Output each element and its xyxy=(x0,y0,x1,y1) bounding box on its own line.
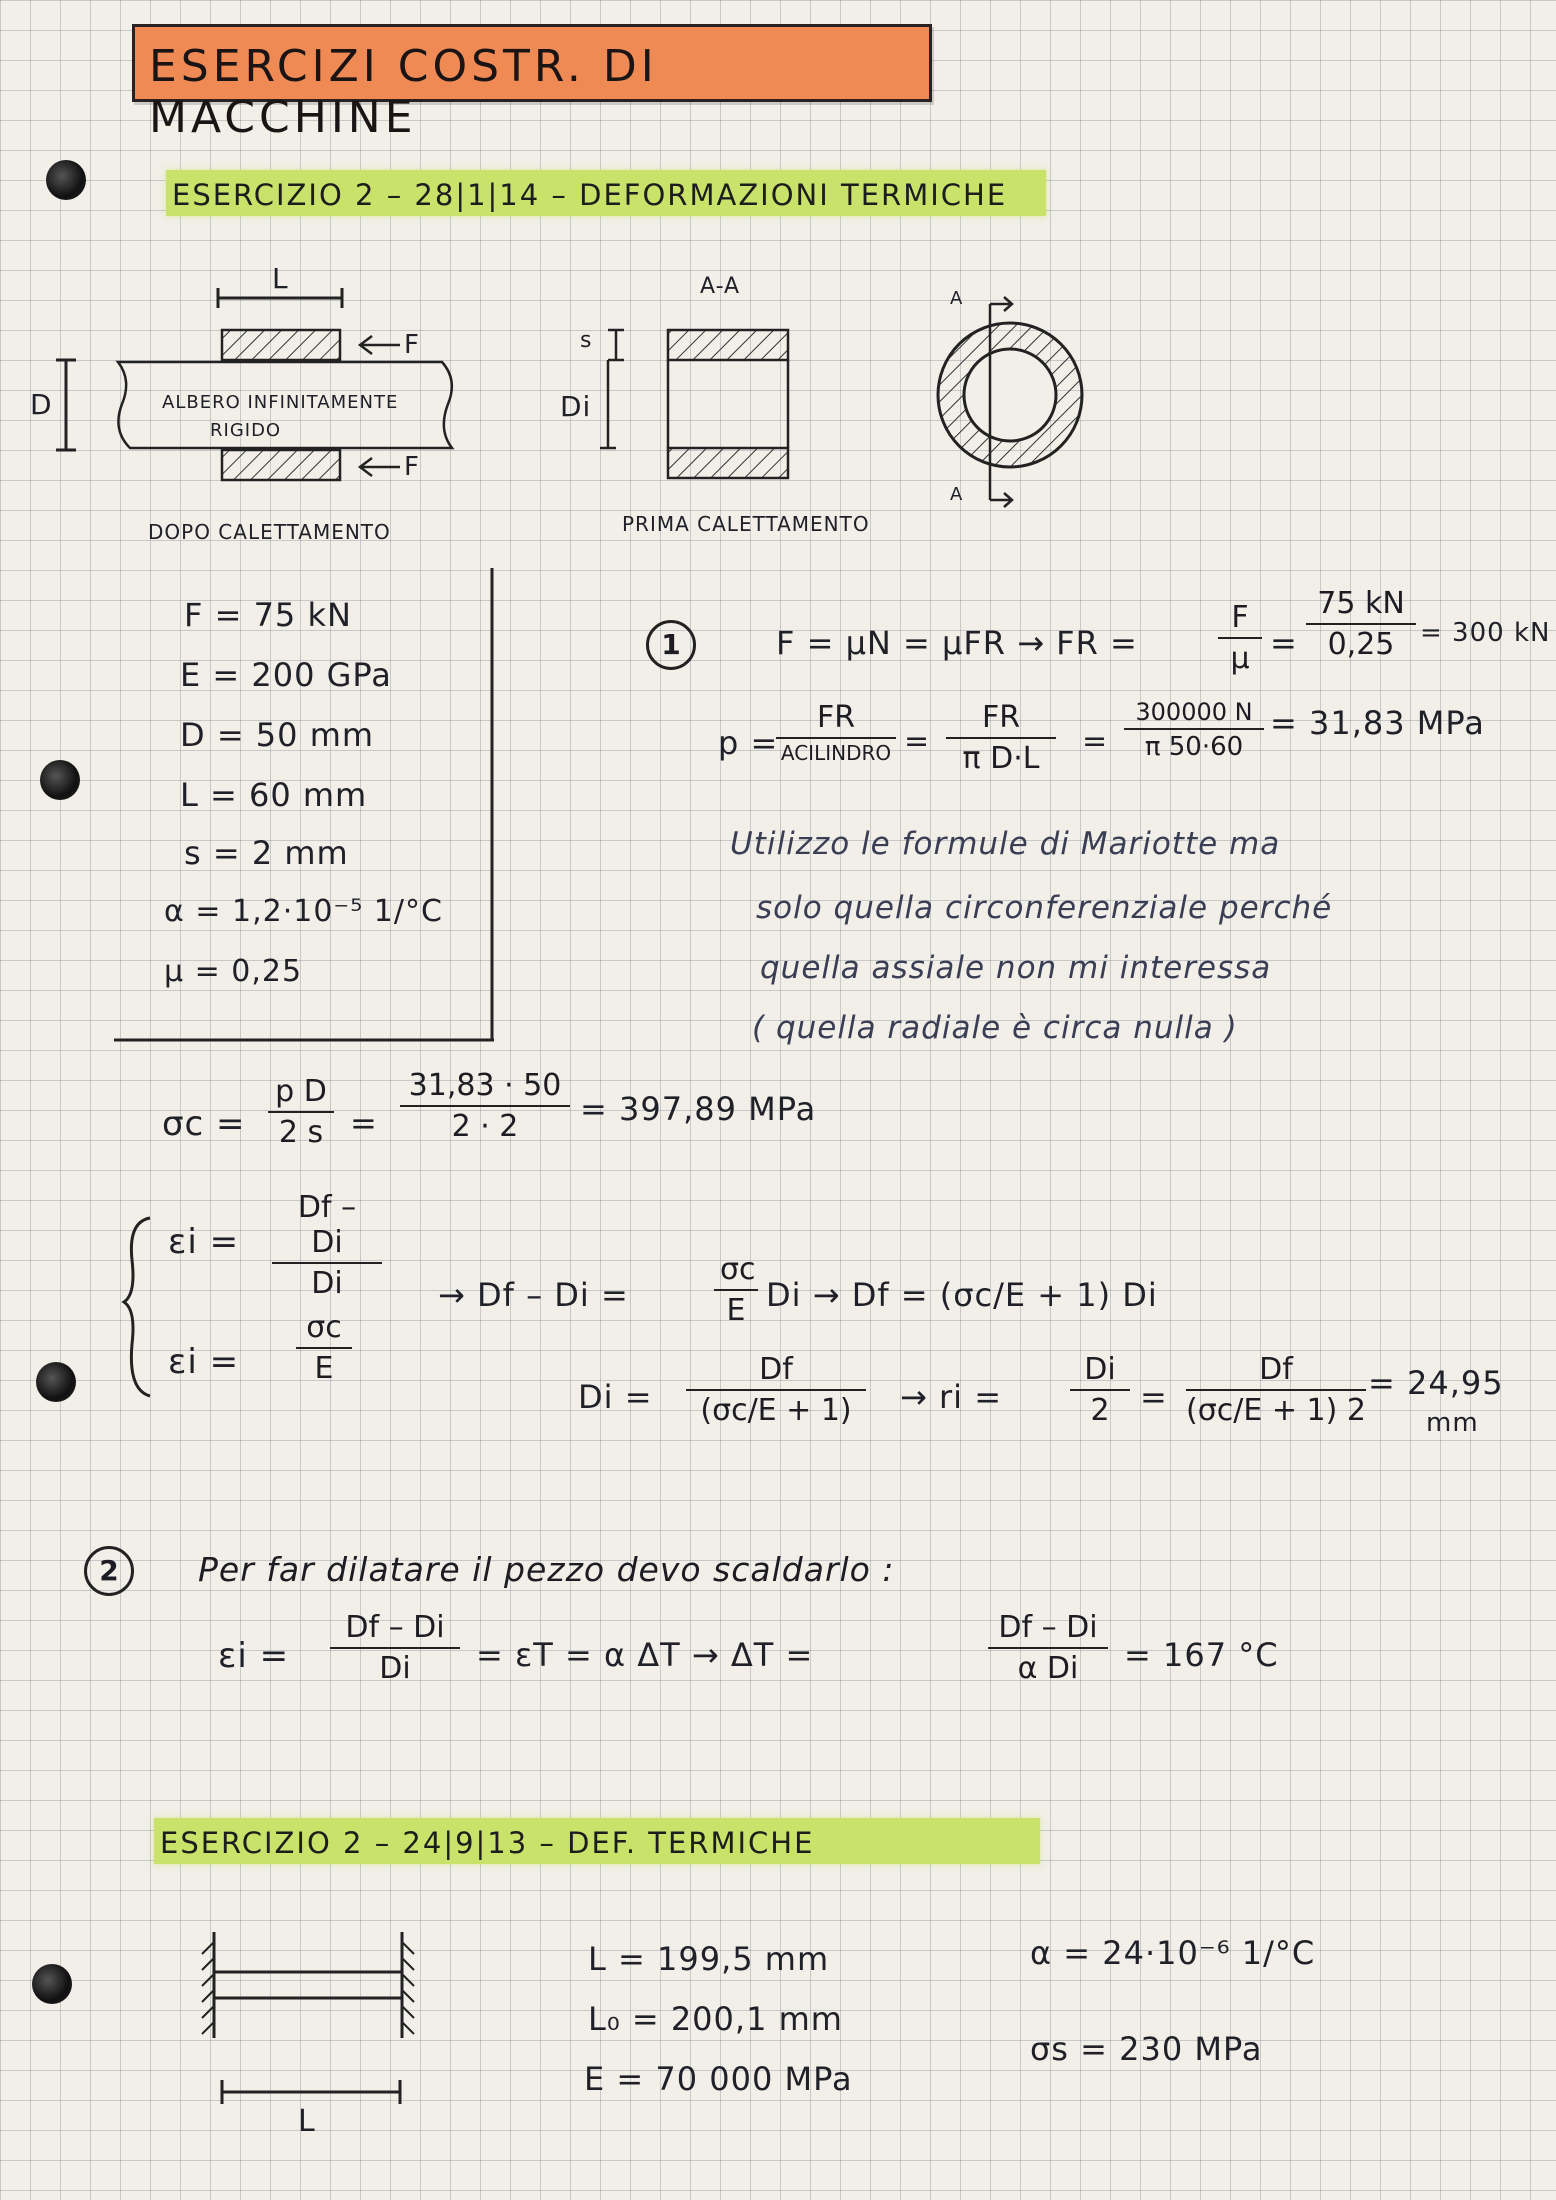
force-bottom-label: F xyxy=(404,452,420,482)
p-eq-2: = xyxy=(1082,724,1109,759)
p-lhs: p = xyxy=(718,724,779,762)
sigma-c-lhs: σc = xyxy=(162,1104,246,1144)
note-line-2: solo quella circonferenziale perché xyxy=(756,890,1333,926)
sigma-c-eq: = xyxy=(350,1104,378,1142)
ex2-dim-L: L xyxy=(298,2104,316,2139)
step2-result: = 167 °C xyxy=(1124,1636,1279,1674)
p-frac-2: $\frac{FR}{\text{π D·L}}$ xyxy=(946,700,1056,776)
caption-before-fitting: PRIMA CALETTAMENTO xyxy=(622,512,870,536)
page-title: ESERCIZI COSTR. DI MACCHINE xyxy=(149,41,658,143)
ri-lhs: → ri = xyxy=(900,1378,1003,1416)
sigma-c-result: = 397,89 MPa xyxy=(580,1090,817,1128)
ex2-data-left: L = 199,5 mm xyxy=(588,1940,830,1978)
step1-eq-sign: = xyxy=(1270,624,1298,662)
note-line-3: quella assiale non mi interessa xyxy=(760,950,1272,986)
data-item: L = 60 mm xyxy=(180,776,368,814)
step2-eq-lhs: εi = xyxy=(218,1636,290,1676)
binder-hole xyxy=(36,1362,76,1402)
step1-frac-a: $\frac{F}{\mu}$ xyxy=(1218,600,1262,676)
sigma-c-frac-1: $\frac{\text{p D}}{2 s}$ xyxy=(268,1074,334,1150)
chain-1: → Df – Di = xyxy=(438,1276,629,1314)
exercise-2-header xyxy=(154,1818,1040,1864)
step-2-marker: 2 xyxy=(84,1546,134,1596)
di-lhs: Di = xyxy=(578,1378,653,1416)
ex2-data-right: σs = 230 MPa xyxy=(1030,2030,1263,2068)
ri-unit: mm xyxy=(1426,1408,1479,1438)
dim-D-label: D xyxy=(30,388,53,421)
caption-after-fitting: DOPO CALETTAMENTO xyxy=(148,520,391,544)
ri-frac-2: $\frac{Df}{(\sigma c/E + 1) 2}$ xyxy=(1186,1352,1366,1428)
step1-frac-b: $\frac{75 kN}{0,25}$ xyxy=(1306,586,1416,662)
exercise-1-sketch xyxy=(0,0,1556,560)
chain-1-frac: $\frac{\sigma c}{E}$ xyxy=(714,1252,758,1328)
binder-hole xyxy=(40,760,80,800)
p-frac-3: $\frac{300000 N}{\pi 50\cdot 60}$ xyxy=(1124,698,1264,762)
ring-A-top: A xyxy=(950,288,964,309)
sigma-c-frac-2: $\frac{31,83 \cdot 50}{2 \cdot 2}$ xyxy=(400,1068,570,1144)
data-item: E = 200 GPa xyxy=(180,656,392,694)
chain-1-tail: Di → Df = (σc/E + 1) Di xyxy=(766,1276,1158,1314)
shaft-label-2: RIGIDO xyxy=(210,420,282,441)
force-top-label: F xyxy=(404,330,420,360)
step1-result-FR: = 300 kN xyxy=(1420,618,1551,648)
ri-frac-1: $\frac{Di}{2}$ xyxy=(1070,1352,1130,1428)
note-line-4: ( quella radiale è circa nulla ) xyxy=(752,1010,1238,1046)
p-frac-1: FR ACILINDRO xyxy=(776,700,896,765)
system-eq1-frac: $\frac{Df - Di}{Di}$ xyxy=(272,1190,382,1301)
data-item: s = 2 mm xyxy=(184,834,349,872)
exercise-1-header-text: ESERCIZIO 2 – 28|1|14 – DEFORMAZIONI TERMICHE xyxy=(172,178,1008,212)
system-eq2-frac: $\frac{\sigma c}{E}$ xyxy=(296,1310,352,1386)
step2-text: Per far dilatare il pezzo devo scaldarlo : xyxy=(198,1550,895,1589)
p-eq-1: = xyxy=(904,724,931,759)
step-1-marker: 1 xyxy=(646,620,696,670)
ex2-data-right: α = 24·10⁻⁶ 1/°C xyxy=(1030,1934,1316,1972)
data-item: α = 1,2·10⁻⁵ 1/°C xyxy=(164,894,443,929)
di-frac: $\frac{Df}{(\sigma c/E + 1)}$ xyxy=(686,1352,866,1428)
ri-result: = 24,95 xyxy=(1368,1364,1504,1402)
data-item: D = 50 mm xyxy=(180,716,375,754)
ring-A-bottom: A xyxy=(950,484,964,505)
dim-L-label: L xyxy=(272,262,289,295)
system-eq1-lhs: εi = xyxy=(168,1222,240,1262)
ri-eq: = xyxy=(1140,1378,1168,1416)
step2-frac-2: $\frac{Df - Di}{\text{α Di}}$ xyxy=(988,1610,1108,1686)
step2-mid: = εT = α ΔT → ΔT = xyxy=(476,1636,814,1674)
ex2-data-left: E = 70 000 MPa xyxy=(584,2060,853,2098)
step2-frac-1: $\frac{Df - Di}{Di}$ xyxy=(330,1610,460,1686)
shaft-label-1: ALBERO INFINITAMENTE xyxy=(162,392,399,413)
system-eq2-lhs: εi = xyxy=(168,1342,240,1382)
exercise-2-header-text: ESERCIZIO 2 – 24|9|13 – DEF. TERMICHE xyxy=(160,1826,815,1860)
p-result: = 31,83 MPa xyxy=(1270,704,1485,742)
section-AA-label: A-A xyxy=(700,274,741,299)
binder-hole xyxy=(32,1964,72,2004)
dim-s-label: s xyxy=(580,328,593,353)
note-line-1: Utilizzo le formule di Mariotte ma xyxy=(730,826,1281,862)
data-item: F = 75 kN xyxy=(184,596,352,634)
data-item: μ = 0,25 xyxy=(164,954,303,989)
ex2-data-left: L₀ = 200,1 mm xyxy=(588,2000,843,2038)
dim-Di-label: Di xyxy=(560,390,592,423)
step1-eq-a: F = μN = μFR → FR = xyxy=(776,624,1138,662)
